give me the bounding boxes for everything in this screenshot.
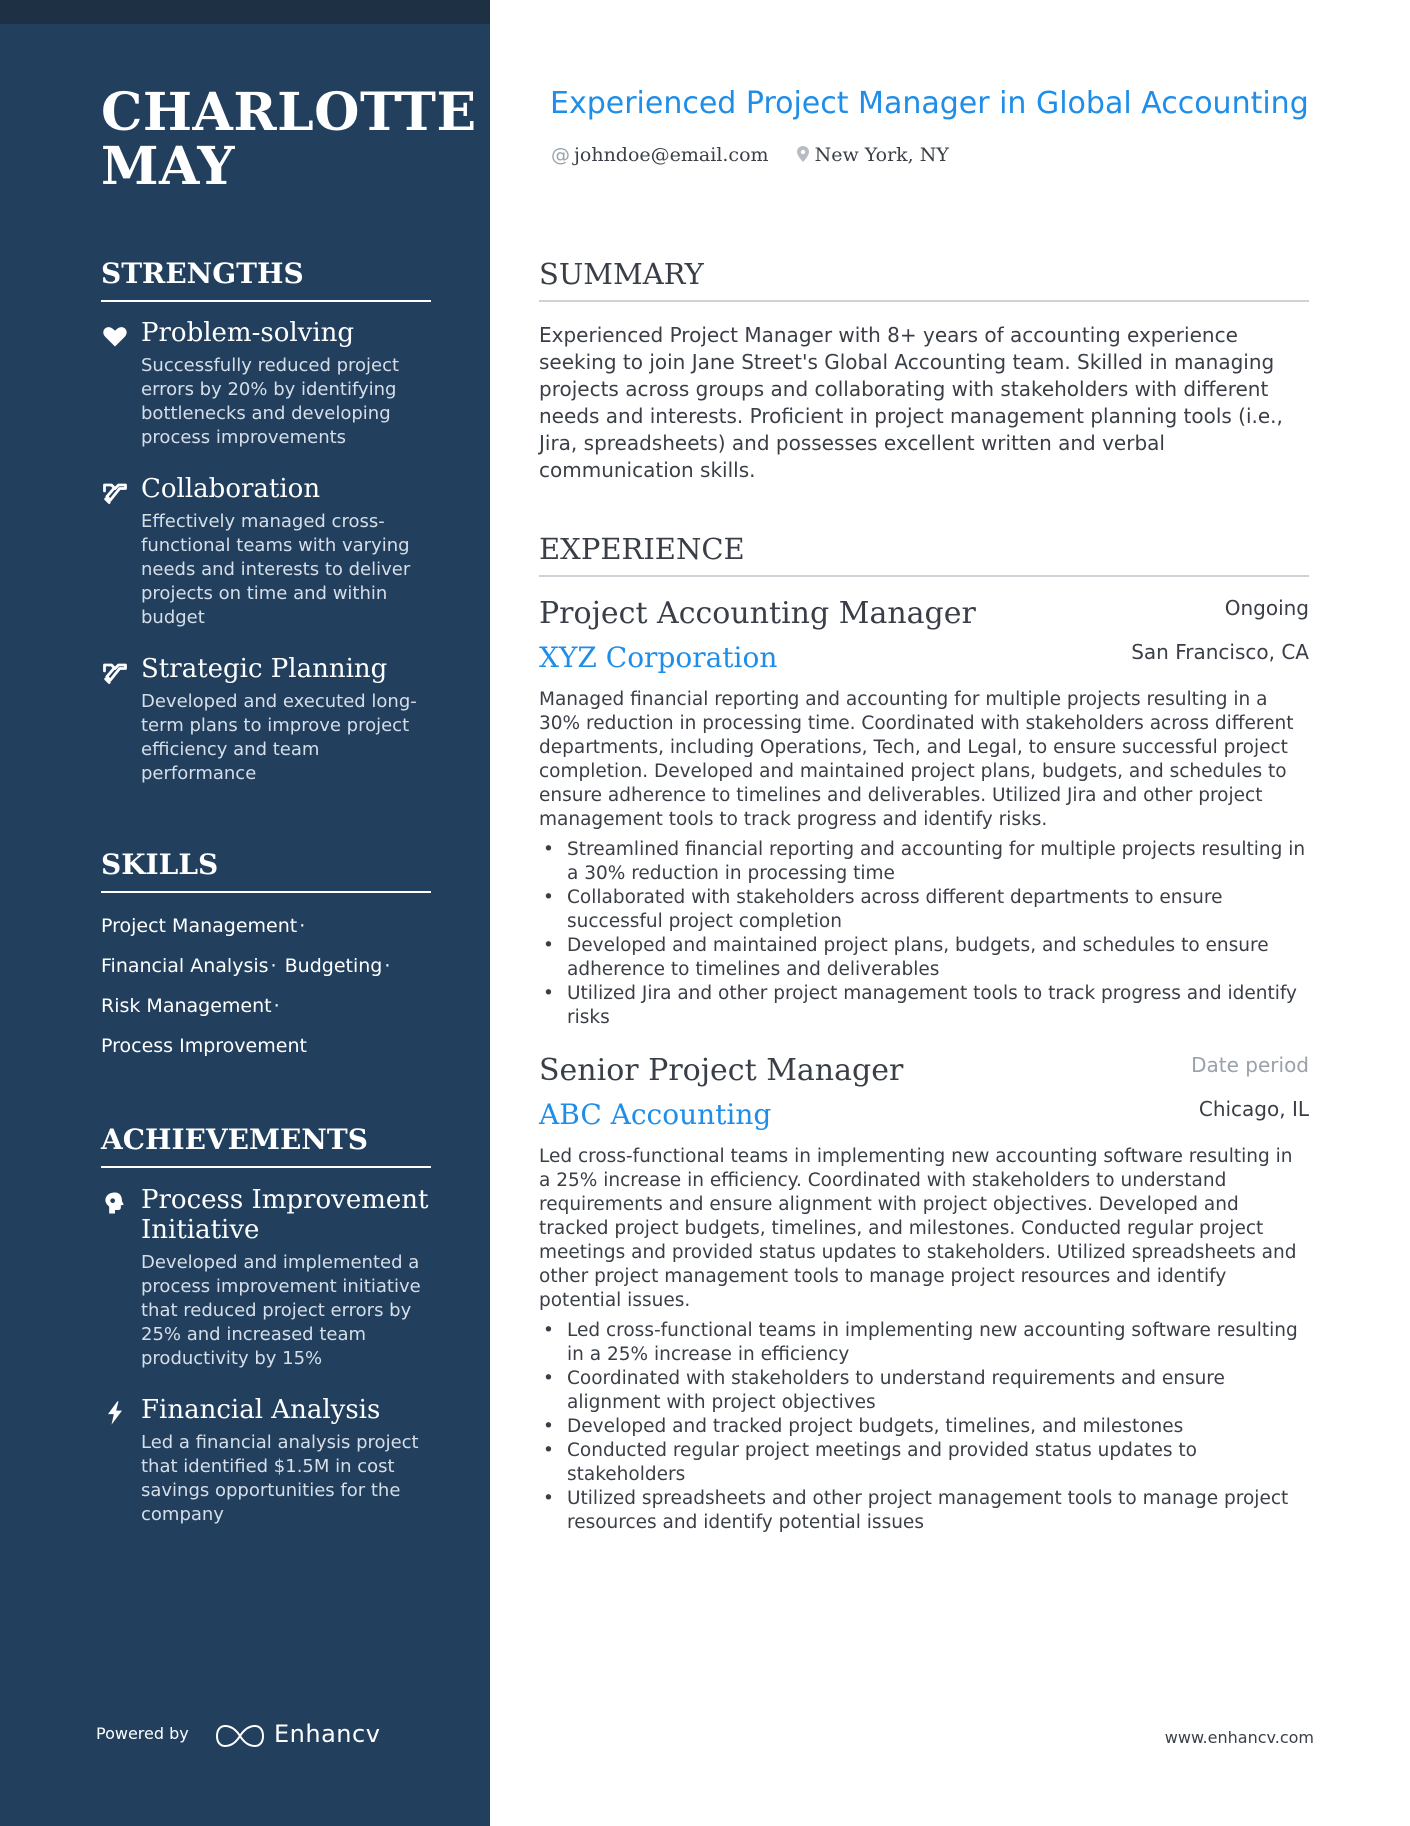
lightning-icon — [101, 1399, 129, 1427]
job-subheader — [539, 1095, 1309, 1139]
job-entry — [539, 1051, 1309, 1535]
job-date: Date period — [1191, 1053, 1309, 1077]
contact-info — [551, 144, 971, 166]
achievements-heading: ACHIEVEMENTS — [101, 1122, 431, 1168]
job-bullets — [539, 1319, 1309, 1535]
heart-icon — [101, 322, 129, 350]
job-bullet: • Utilized Jira and other project management tools to track progress and identify risks — [539, 982, 1309, 1030]
job-location: San Francisco, CA — [1131, 640, 1309, 664]
job-bullets — [539, 838, 1309, 1030]
sidebar — [0, 0, 490, 1826]
location-text: New York, NY — [814, 144, 949, 166]
headline-title: Experienced Project Manager in Global Accounting — [550, 86, 1309, 121]
skill-tag: Budgeting — [284, 955, 383, 977]
experience-heading: EXPERIENCE — [539, 531, 1309, 577]
brain-icon — [101, 1189, 129, 1217]
job-subheader — [539, 638, 1309, 682]
achievement-title: Financial Analysis — [141, 1395, 381, 1425]
skills-heading: SKILLS — [101, 847, 431, 893]
skill-tag: Process Improvement — [101, 1035, 307, 1057]
contact-location — [797, 144, 949, 166]
strength-description: Developed and executed long-term plans to improve project efficiency and team performance — [141, 691, 417, 784]
sidebar-top-bar — [0, 0, 490, 24]
job-location: Chicago, IL — [1198, 1097, 1309, 1121]
powered-by-label: Powered by — [96, 1724, 189, 1743]
job-bullet: • Streamlined financial reporting and accounting for multiple projects resulting in a 30% reduction in processing time — [539, 838, 1309, 886]
job-entry — [539, 594, 1309, 1030]
skill-row — [101, 1032, 431, 1072]
enhancv-logo-icon — [215, 1720, 265, 1752]
strength-description: Effectively managed cross-functional teams with varying needs and interests to deliver projects on time and within budget — [141, 511, 411, 628]
website-link[interactable]: www.enhancv.com — [1164, 1728, 1314, 1747]
skill-separator: · — [270, 955, 277, 977]
strength-title: Collaboration — [141, 474, 321, 504]
name-first: CHARLOTTE — [101, 82, 477, 143]
job-date: Ongoing — [1224, 596, 1309, 620]
job-description: Managed financial reporting and accounting for multiple projects resulting in a 30% reduction in processing time. Coordinated with stakeholders across different departments, including Operations, Tech, and Legal, to ensure successful project completion. Developed and maintained project plans, budgets, and schedules to ensure adherence to timelines and deliverables. Utilized Jira and other project management tools to track progress and identify risks. — [539, 689, 1294, 830]
job-bullet: • Developed and maintained project plans, budgets, and schedules to ensure adherence to timelines and deliverables — [539, 934, 1309, 982]
job-bullet: • Conducted regular project meetings and provided status updates to stakeholders — [539, 1439, 1309, 1487]
achievement-item — [101, 1185, 431, 1371]
achievements-list — [101, 1185, 431, 1551]
strength-title: Strategic Planning — [141, 654, 388, 684]
handshake-icon — [101, 658, 129, 686]
skill-separator: · — [384, 955, 391, 977]
strength-description: Successfully reduced project errors by 20% by identifying bottlenecks and developing process improvements — [141, 355, 400, 448]
job-description: Led cross-functional teams in implementing new accounting software resulting in a 25% increase in efficiency. Coordinated with stakeholders to understand requirements and ensure alignment with project objectives. Developed and tracked project budgets, timelines, and milestones. Conducted regular project meetings and provided status updates to stakeholders. Utilized spreadsheets and other project management tools to manage project resources and identify potential issues. — [539, 1146, 1297, 1311]
achievement-title: Process Improvement Initiative — [141, 1185, 429, 1245]
strength-item — [101, 654, 431, 786]
skill-tag: Financial Analysis — [101, 955, 269, 977]
strength-item — [101, 474, 431, 630]
name-last: MAY — [101, 136, 235, 197]
at-icon: @ — [551, 144, 570, 166]
enhancv-brand-text: Enhancv — [274, 1720, 381, 1748]
job-bullet: • Led cross-functional teams in implementing new accounting software resulting in a 25% increase in efficiency — [539, 1319, 1309, 1367]
skill-row — [101, 952, 431, 992]
achievement-item — [101, 1395, 431, 1527]
job-bullet: • Coordinated with stakeholders to understand requirements and ensure alignment with project objectives — [539, 1367, 1309, 1415]
email-text: johndoe@email.com — [574, 144, 769, 166]
job-title: Senior Project Manager — [539, 1053, 904, 1088]
strength-title: Problem-solving — [141, 318, 355, 348]
contact-email[interactable] — [551, 144, 769, 166]
summary-heading: SUMMARY — [539, 256, 1309, 302]
location-pin-icon — [797, 146, 809, 162]
job-header — [539, 1051, 1309, 1095]
handshake-icon — [101, 478, 129, 506]
strengths-heading: STRENGTHS — [101, 256, 431, 302]
skill-separator: · — [273, 995, 280, 1017]
skills-list — [101, 912, 431, 1072]
job-header — [539, 594, 1309, 638]
job-bullet: • Utilized spreadsheets and other project management tools to manage project resources and identify potential issues — [539, 1487, 1309, 1535]
job-company: ABC Accounting — [539, 1098, 772, 1131]
achievement-description: Developed and implemented a process improvement initiative that reduced project errors by 25% and increased team productivity by 15% — [141, 1252, 421, 1369]
summary-text: Experienced Project Manager with 8+ years of accounting experience seeking to join Jane Street's Global Accounting team. Skilled in managing projects across groups and collaborating with stakeholders with different needs and interests. Proficient in project management planning tools (i.e., Jira, spreadsheets) and possesses excellent written and verbal communication skills. — [539, 323, 1283, 482]
achievement-description: Led a financial analysis project that identified $1.5M in cost savings opportunities for the company — [141, 1432, 419, 1525]
job-title: Project Accounting Manager — [539, 596, 976, 631]
skill-separator: · — [299, 915, 306, 937]
strengths-list — [101, 318, 431, 810]
job-bullet: • Collaborated with stakeholders across different departments to ensure successful project completion — [539, 886, 1309, 934]
skill-tag: Project Management — [101, 915, 298, 937]
strength-item — [101, 318, 431, 450]
skill-row — [101, 912, 431, 952]
skill-tag: Risk Management — [101, 995, 272, 1017]
skill-row — [101, 992, 431, 1032]
job-bullet: • Developed and tracked project budgets, timelines, and milestones — [539, 1415, 1309, 1439]
job-company: XYZ Corporation — [539, 641, 778, 674]
candidate-name — [101, 82, 477, 197]
